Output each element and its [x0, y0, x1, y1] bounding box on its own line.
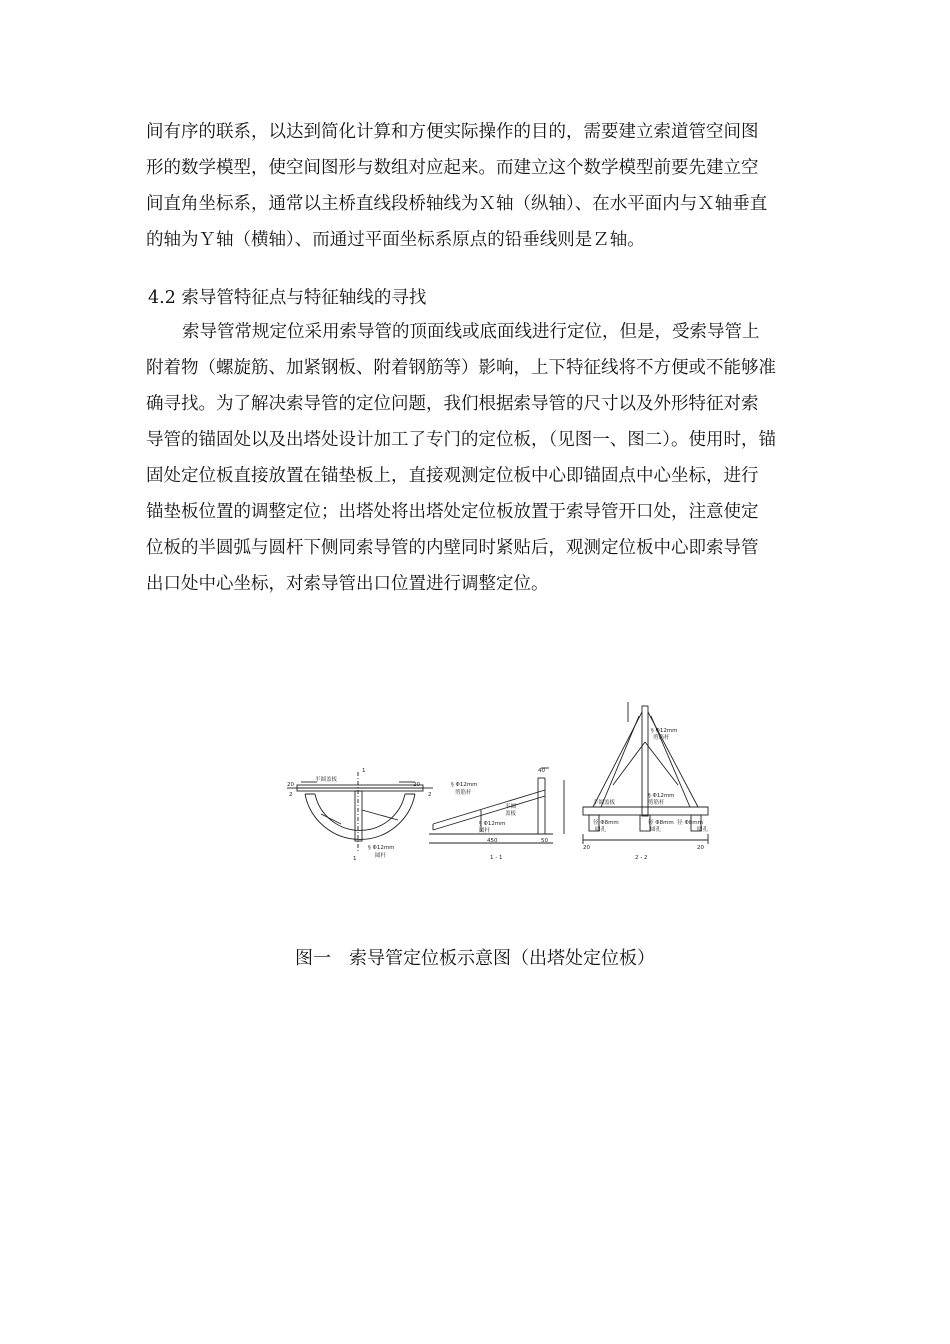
label-section-1-1: 1 - 1	[490, 855, 503, 861]
paragraph-2	[146, 314, 810, 602]
text-line: 索导管常规定位采用索导管的顶面线或底面线进行定位，但是，受索导管上	[182, 322, 760, 342]
text-line: 附着物（螺旋筋、加紧钢板、附着钢筋等）影响，上下特征线将不方便或不能够准	[146, 358, 776, 378]
label-half-circle: 半圆	[505, 804, 517, 810]
text-line: 形的数学模型，使空间图形与数组对应起来。而建立这个数学模型前要先建立空	[146, 158, 759, 178]
label-rebar: § Φ12mm	[451, 782, 478, 788]
label-rebar: § Φ12mm	[368, 845, 395, 851]
text-line: 锚垫板位置的调整定位；出塔处将出塔处定位板放置于索导管开口处，注意使定	[146, 502, 759, 522]
text-line: 的轴为Ｙ轴（横轴）、而通过平面坐标系原点的铅垂线则是Ｚ轴。	[146, 230, 645, 250]
label-mark: 2	[289, 792, 293, 798]
text-line: 间有序的联系，以达到简化计算和方便实际操作的目的，需要建立索道管空间图	[146, 122, 759, 142]
label-rebar: § Φ12mm	[648, 793, 675, 799]
label-brace-bar: 剪筋杆	[653, 735, 670, 741]
section-heading: 4.2 索导管特征点与特征轴线的寻找	[148, 288, 427, 308]
label-hole: 圆孔	[696, 827, 708, 833]
front-view	[287, 772, 433, 852]
label-mark: 1	[362, 768, 366, 774]
label-dim: 50	[541, 838, 548, 844]
section-1-1-view	[429, 768, 564, 843]
label-brace-bar: 剪筋杆	[648, 800, 665, 806]
text-line: 固处定位板直接放置在锚垫板上，直接观测定位板中心即锚固点中心坐标，进行	[146, 466, 759, 486]
label-dim: 20	[583, 845, 590, 851]
text-line: 间直角坐标系，通常以主桥直线段桥轴线为Ｘ轴（纵轴）、在水平面内与Ｘ轴垂直	[146, 194, 768, 214]
label-round-bar: 圆杆	[375, 853, 387, 859]
label-dim: 40	[538, 768, 545, 774]
label-dim: 20	[413, 782, 420, 788]
label-half-circle-plate: 半圆盖板	[593, 800, 616, 806]
label-hole: 圆孔	[650, 827, 662, 833]
figure-caption: 图一 索导管定位板示意图（出塔处定位板）	[295, 948, 655, 969]
label-rebar: § Φ12mm	[479, 821, 506, 827]
label-dia: 径 Φ8mm	[677, 820, 703, 826]
technical-drawing	[283, 702, 713, 868]
label-dia: 径 Φ8mm	[648, 820, 674, 826]
text-line: 导管的锚固处以及出塔处设计加工了专门的定位板，（见图一、图二）。使用时，锚	[146, 430, 776, 450]
label-section-2-2: 2 - 2	[635, 855, 648, 861]
label-half-circle-plate: 半圆盖板	[315, 777, 338, 783]
text-line: 位板的半圆弧与圆杆下侧同索导管的内壁同时紧贴后，观测定位板中心即索导管	[146, 538, 759, 558]
label-dim: 450	[487, 838, 498, 844]
label-dia: 径 Φ8mm	[593, 820, 619, 826]
label-round-bar: 圆杆	[479, 828, 491, 834]
label-brace-bar: 剪筋杆	[455, 790, 472, 796]
paragraph-1	[146, 114, 810, 258]
label-mark: 2	[428, 792, 432, 798]
label-rebar: § Φ12mm	[651, 728, 678, 734]
text-line: 出口处中心坐标，对索导管出口位置进行调整定位。	[146, 574, 549, 594]
label-dim: 20	[287, 782, 294, 788]
label-mark: 1	[353, 856, 357, 862]
label-cover-plate: 盖板	[505, 811, 517, 817]
text-line: 确寻找。为了解决索导管的定位问题，我们根据索导管的尺寸以及外形特征对索	[146, 394, 759, 414]
label-hole: 圆孔	[595, 827, 607, 833]
label-dim: 20	[697, 845, 704, 851]
